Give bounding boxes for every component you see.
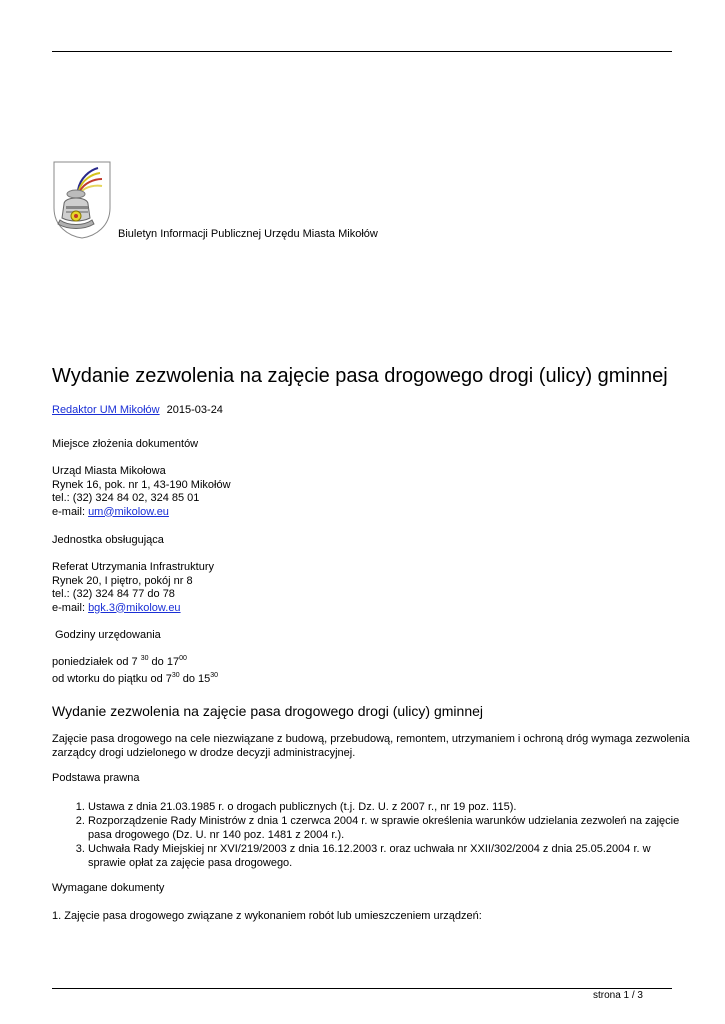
office-phone: tel.: (32) 324 84 02, 324 85 01 <box>52 492 200 504</box>
hours-tue-fri-start-min: 30 <box>171 671 180 679</box>
unit-email-link[interactable]: bgk.3@mikolow.eu <box>88 601 181 614</box>
intro-paragraph: Zajęcie pasa drogowego na cele niezwiązane z budową, przebudową, remontem, utrzymaniem i ochroną dróg wymaga zezwolenia zarządcy drogi udzielonego w drodze decyzji administracyjnej. <box>52 733 690 759</box>
hours-monday-start-min: 30 <box>140 655 149 662</box>
unit-heading: Jednostka obsługująca <box>52 534 164 546</box>
coat-of-arms-logo <box>52 160 112 240</box>
required-docs-heading: Wymagane dokumenty <box>52 882 165 894</box>
unit-name: Referat Utrzymania Infrastruktury <box>52 561 214 573</box>
legal-basis-item: 3. Uchwała Rady Miejskiej nr XVI/219/2003 z dnia 16.12.2003 r. oraz uchwała nr XXII/302/2004 z dnia 25.05.2004 r. w sprawie opłat za zajęcie pasa drogowego. <box>88 842 688 870</box>
office-email-line <box>52 506 231 520</box>
office-email-link[interactable]: um@mikolow.eu <box>88 505 169 518</box>
hours-monday <box>52 656 218 670</box>
publish-date: 2015-03-24 <box>166 404 223 416</box>
hours-tue-fri-mid: do 15 <box>179 672 211 685</box>
unit-address: Rynek 20, I piętro, pokój nr 8 <box>52 574 193 587</box>
unit-email-label: e-mail: <box>52 601 89 614</box>
bip-label: Biuletyn Informacji Publicznej Urzędu Miasta Mikołów <box>118 228 378 240</box>
hours-monday-end-min: 00 <box>179 655 187 662</box>
hours-monday-prefix: poniedziałek od 7 <box>52 656 141 668</box>
hours-monday-mid: do 17 <box>148 656 180 668</box>
hours-tue-fri-prefix: od wtorku do piątku od 7 <box>52 672 172 685</box>
hours-block <box>52 656 218 686</box>
unit-phone: tel.: (32) 324 84 77 do 78 <box>52 588 175 600</box>
legal-basis-item: 1. Ustawa z dnia 21.03.1985 r. o drogach publicznych (t.j. Dz. U. z 2007 r., nr 19 poz. 115). <box>88 800 688 814</box>
author-link[interactable]: Redaktor UM Mikołów <box>52 404 160 416</box>
page-number: strona 1 / 3 <box>592 990 643 1001</box>
section-title: Wydanie zezwolenia na zajęcie pasa drogowego drogi (ulicy) gminnej <box>52 703 483 719</box>
unit-email-line <box>52 602 214 616</box>
legal-basis-item: 2. Rozporządzenie Rady Ministrów z dnia 1 czerwca 2004 r. w sprawie określenia warunków udzielania zezwoleń na zajęcie pasa drogowego (Dz. U. nr 140 poz. 1481 z 2004 r.). <box>88 814 688 842</box>
office-name: Urząd Miasta Mikołowa <box>52 465 166 477</box>
hours-heading: Godziny urzędowania <box>55 629 161 641</box>
article-meta <box>52 404 223 418</box>
submission-heading: Miejsce złożenia dokumentów <box>52 438 199 450</box>
hours-tue-fri-end-min: 30 <box>210 671 219 679</box>
office-address: Rynek 16, pok. nr 1, 43-190 Mikołów <box>52 478 231 491</box>
submission-address-block <box>52 465 231 519</box>
office-email-label: e-mail: <box>52 505 89 518</box>
header-rule <box>52 51 672 52</box>
page-title: Wydanie zezwolenia na zajęcie pasa drogowego drogi (ulicy) gminnej <box>52 365 668 387</box>
required-docs-item: 1. Zajęcie pasa drogowego związane z wykonaniem robót lub umieszczeniem urządzeń: <box>52 910 482 922</box>
legal-basis-list <box>52 800 688 870</box>
unit-address-block <box>52 561 214 615</box>
legal-basis-heading: Podstawa prawna <box>52 772 140 784</box>
footer-rule <box>52 988 672 989</box>
hours-tue-fri <box>52 673 218 687</box>
